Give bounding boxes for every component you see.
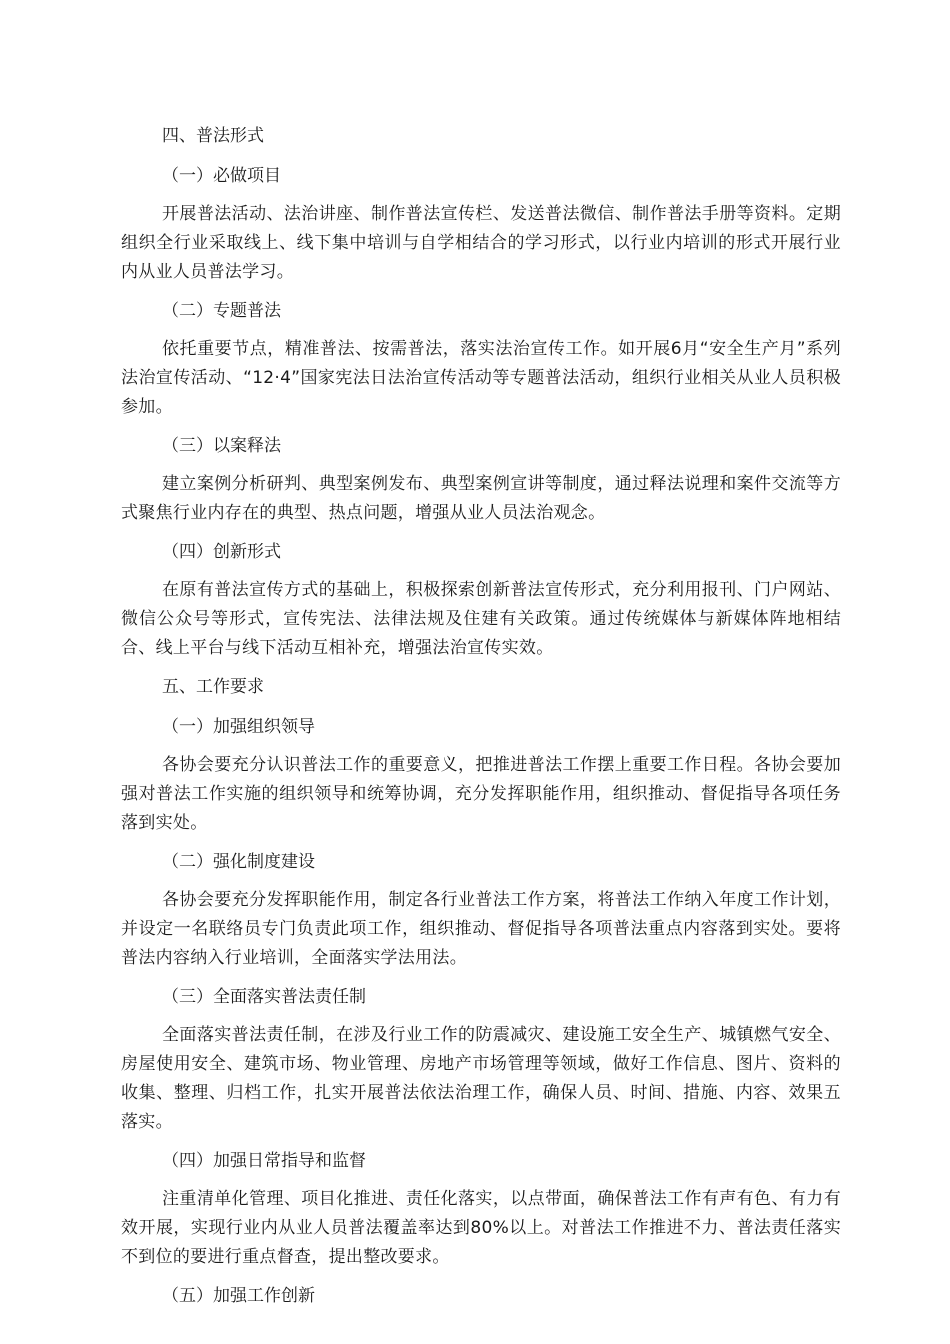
paragraph-required-items: 开展普法活动、法治讲座、制作普法宣传栏、发送普法微信、制作普法手册等资料。定期组织全行业采取线上、线下集中培训与自学相结合的学习形式，以行业内培训的形式开展行业内从业人员普法学习。 [121, 204, 841, 282]
paragraph-thematic-education: 依托重要节点，精准普法、按需普法，落实法治宣传工作。如开展6月“安全生产月”系列法治宣传活动、“12·4”国家宪法日法治宣传活动等专题普法活动，组织行业相关从业人员积极参加。 [121, 339, 841, 417]
subheading-system-building: （二）强化制度建设 [162, 852, 315, 872]
document-body [121, 120, 841, 1320]
subheading-innovative-forms: （四）创新形式 [162, 542, 281, 562]
paragraph-responsibility: 全面落实普法责任制，在涉及行业工作的防震减灾、建设施工安全生产、城镇燃气安全、房屋使用安全、建筑市场、物业管理、房地产市场管理等领域，做好工作信息、图片、资料的收集、整理、归档工作，扎实开展普法依法治理工作，确保人员、时间、措施、内容、效果五落实。 [121, 1025, 841, 1132]
paragraph-innovative-forms: 在原有普法宣传方式的基础上，积极探索创新普法宣传形式，充分利用报刊、门户网站、微信公众号等形式，宣传宪法、法律法规及住建有关政策。通过传统媒体与新媒体阵地相结合、线上平台与线下活动互相补充，增强法治宣传实效。 [121, 580, 841, 658]
subheading-responsibility: （三）全面落实普法责任制 [162, 987, 366, 1007]
subheading-organization: （一）加强组织领导 [162, 717, 315, 737]
section-heading-4: 四、普法形式 [162, 126, 264, 146]
subheading-thematic-education: （二）专题普法 [162, 301, 281, 321]
subheading-supervision: （四）加强日常指导和监督 [162, 1151, 366, 1171]
subheading-required-items: （一）必做项目 [162, 166, 281, 186]
paragraph-supervision: 注重清单化管理、项目化推进、责任化落实，以点带面，确保普法工作有声有色、有力有效开展，实现行业内从业人员普法覆盖率达到80%以上。对普法工作推进不力、普法责任落实不到位的要进行重点督查，提出整改要求。 [121, 1189, 841, 1267]
subheading-work-innovation: （五）加强工作创新 [162, 1286, 315, 1306]
paragraph-system-building: 各协会要充分发挥职能作用，制定各行业普法工作方案，将普法工作纳入年度工作计划，并设定一名联络员专门负责此项工作，组织推动、督促指导各项普法重点内容落到实处。要将普法内容纳入行业培训，全面落实学法用法。 [121, 890, 841, 968]
paragraph-organization: 各协会要充分认识普法工作的重要意义，把推进普法工作摆上重要工作日程。各协会要加强对普法工作实施的组织领导和统筹协调，充分发挥职能作用，组织推动、督促指导各项任务落到实处。 [121, 755, 841, 833]
subheading-case-explanation: （三）以案释法 [162, 436, 281, 456]
section-heading-5: 五、工作要求 [162, 677, 264, 697]
paragraph-case-explanation: 建立案例分析研判、典型案例发布、典型案例宣讲等制度，通过释法说理和案件交流等方式聚焦行业内存在的典型、热点问题，增强从业人员法治观念。 [121, 474, 841, 523]
